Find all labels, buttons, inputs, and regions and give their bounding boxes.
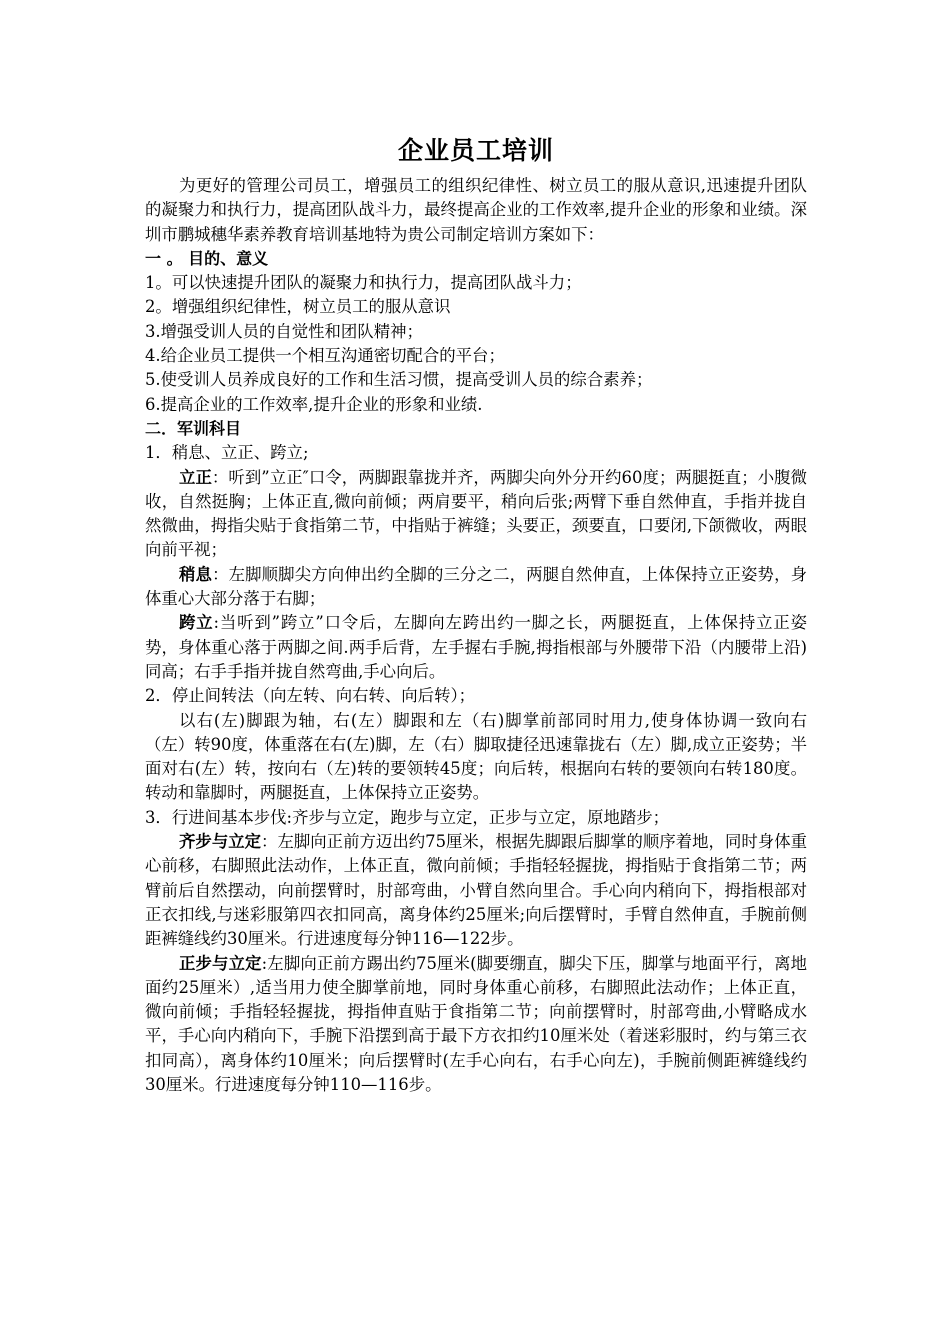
- list-item: 3.增强受训人员的自觉性和团队精神；: [145, 321, 423, 341]
- subsection-stance: 1．稍息、立正、跨立;: [145, 443, 309, 463]
- list-item: 1。可以快速提升团队的凝聚力和执行力，提高团队战斗力；: [145, 273, 582, 293]
- text-zhengbu: :左脚向正前方踢出约75厘米(脚要绷直，脚尖下压，脚掌与地面平行，离地面约25厘米）,适当用力使全脚掌前地，同时身体重心前移，右脚照此法动作；上体正直，微向前倾；手指轻轻握拢，拇指伸直贴于食指第二节；向前摆臂时，肘部弯曲,小臂略成水平，手心向内稍向下，手腕下沿摆到高于最下方衣扣约10厘米处（着迷彩服时，约与第三衣扣同高），离身体约10厘米；向后摆臂时(左手心向右，右手心向左)，手腕前侧距裤缝线约30厘米。行进速度每分钟110—116步。: [145, 953, 807, 1094]
- paragraph-turning: 以右(左)脚跟为轴，右(左）脚跟和左（右)脚掌前部同时用力,使身体协调一致向右（左）转90度，体重落在右(左)脚，左（右）脚取捷径迅速靠拢右（左）脚,成立正姿势；半面对右(左）转，按向右（左)转的要领转45度；向后转，根据向右转的要领向右转180度。转动和靠脚时，两腿挺直，上体保持立正姿势。: [145, 710, 807, 803]
- intro-paragraph: 为更好的管理公司员工，增强员工的组织纪律性、树立员工的服从意识,迅速提升团队的凝聚力和执行力，提高团队战斗力，最终提高企业的工作效率,提升企业的形象和业绩。深圳市鹏城穗华素养教育培训基地特为贵公司制定培训方案如下：: [145, 176, 807, 244]
- section-heading-purpose: 一 。 目的、意义: [145, 248, 269, 268]
- term-lizheng: 立正: [179, 467, 212, 487]
- section-heading-training: 二．军训科目: [145, 418, 242, 438]
- document-page: [145, 128, 807, 1097]
- term-zhengbu: 正步与立定: [179, 953, 262, 973]
- term-kuali: 跨立: [179, 613, 214, 633]
- text-shaoxi: ：左脚顺脚尖方向伸出约全脚的三分之二，两腿自然伸直，上体保持立正姿势，身体重心大部分落于右脚；: [145, 564, 808, 609]
- text-kuali: :当听到”跨立”口令后，左脚向左跨出约一脚之长，两腿挺直，上体保持立正姿势，身体重心落于两脚之间.两手后背，左手握右手腕,拇指根部与外腰带下沿（内腰带上沿)同高；右手手指并拢自然弯曲,手心向后。: [145, 613, 807, 681]
- term-shaoxi: 稍息: [179, 564, 213, 584]
- paragraph-qibu: [145, 830, 807, 951]
- document-title: 企业员工培训: [397, 136, 554, 165]
- subsection-marching: 3．行进间基本步伐:齐步与立定，跑步与立定，正步与立定，原地踏步；: [145, 807, 670, 827]
- paragraph-lizheng: [145, 466, 807, 563]
- subsection-turning: 2．停止间转法（向左转、向右转、向后转）；: [145, 686, 476, 706]
- list-item: 6.提高企业的工作效率,提升企业的形象和业绩.: [145, 394, 483, 414]
- text-lizheng: ：听到”立正″口令，两脚跟靠拢并齐，两脚尖向外分开约60度；两腿挺直；小腹微收，自然挺胸；上体正直,微向前倾；两肩要平，稍向后张;两臂下垂自然伸直，手指并拢自然微曲，拇指尖贴于食指第二节，中指贴于裤缝；头要正，颈要直，口要闭,下颌微收，两眼向前平视；: [145, 467, 808, 560]
- text-qibu: ：左脚向正前方迈出约75厘米，根据先脚跟后脚掌的顺序着地，同时身体重心前移，右脚照此法动作，上体正直，微向前倾；手指轻轻握拢，拇指贴于食指第二节；两臂前后自然摆动，向前摆臂时，肘部弯曲，小臂自然向里合。手心向内稍向下，拇指根部对正衣扣线,与迷彩服第四衣扣同高，离身体约25厘米;向后摆臂时，手臂自然伸直，手腕前侧距裤缝线约30厘米。行进速度每分钟116—122步。: [145, 832, 807, 949]
- list-item: 4.给企业员工提供一个相互沟通密切配合的平台；: [145, 346, 505, 366]
- list-item: 5.使受训人员养成良好的工作和生活习惯，提高受训人员的综合素养；: [145, 370, 653, 390]
- paragraph-kuali: [145, 611, 807, 684]
- paragraph-shaoxi: [145, 563, 807, 612]
- list-item: 2。增强组织纪律性，树立员工的服从意识: [145, 297, 451, 317]
- term-qibu: 齐步与立定: [179, 832, 262, 852]
- paragraph-zhengbu: [145, 952, 807, 1098]
